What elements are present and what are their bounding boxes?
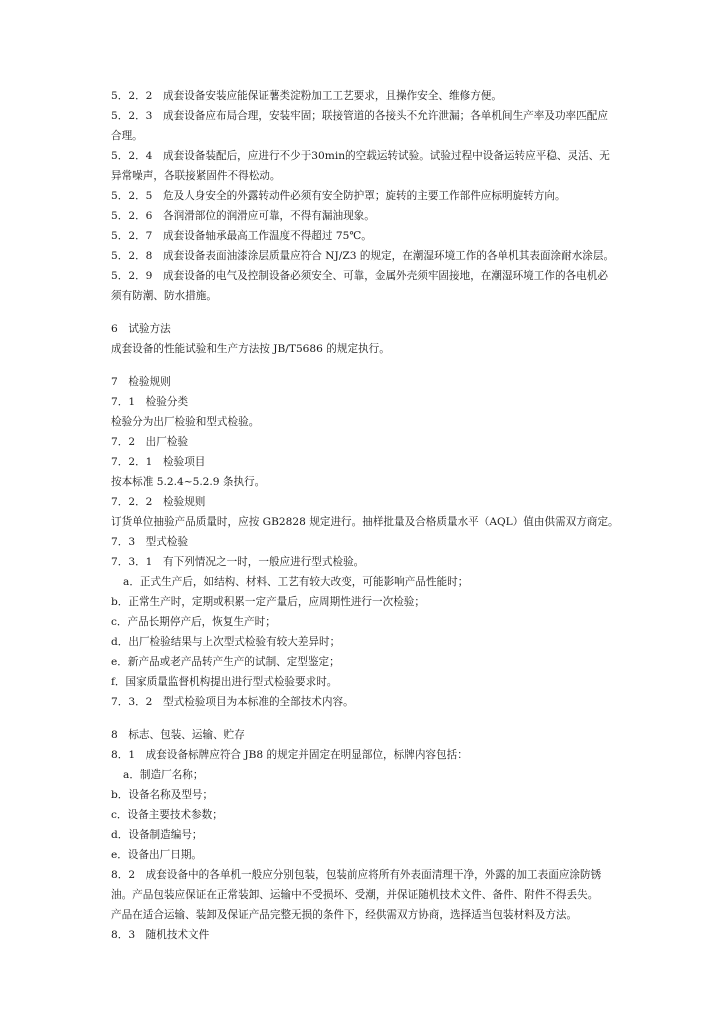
list-item-d: d．出厂检验结果与上次型式检验有较大差异时；: [111, 636, 341, 648]
clause-7-1-text: 检验分为出厂检验和型式检验。: [111, 416, 260, 428]
clause-5-2-4-cont: 异常噪声，各联接紧固件不得松动。: [111, 170, 281, 182]
clause-5-2-8: 5．2．8 成套设备表面油漆涂层质量应符合 NJ/Z3 的规定，在潮湿环境工作的各单机其表面涂耐水涂层。: [111, 250, 615, 262]
clause-5-2-2: 5．2．2 成套设备安装应能保证薯类淀粉加工工艺要求，且操作安全、维修方便。: [111, 90, 502, 102]
nameplate-item-e: e．设备出厂日期。: [111, 849, 203, 861]
clause-7-2-2-heading: 7．2．2 检验规则: [111, 496, 206, 508]
clause-7-2-1-text: 按本标准 5.2.4~5.2.9 条执行。: [111, 476, 266, 488]
clause-5-2-9: 5．2．9 成套设备的电气及控制设备必须安全、可靠，金属外壳须牢固接地，在潮湿环境工作的各电机必: [111, 270, 608, 282]
section-7-heading: 7 检验规则: [111, 376, 171, 388]
clause-7-2-2-text: 订货单位抽验产品质量时，应按 GB2828 规定进行。抽样批量及合格质量水平（AQL）值由供需双方商定。: [111, 516, 619, 528]
nameplate-item-c: c．设备主要技术参数；: [111, 809, 223, 821]
clause-5-2-3: 5．2．3 成套设备应布局合理，安装牢固；联接管道的各接头不允许泄漏；各单机间生产率及功率匹配应: [111, 110, 608, 122]
list-item-c: c．产品长期停产后，恢复生产时；: [111, 616, 276, 628]
clause-7-2-1-heading: 7．2．1 检验项目: [111, 456, 206, 468]
list-item-a: a．正式生产后，如结构、材料、工艺有较大改变，可能影响产品性能时；: [123, 576, 469, 588]
clause-5-2-6: 5．2．6 各润滑部位的润滑应可靠，不得有漏油现象。: [111, 210, 375, 222]
section-6-text: 成套设备的性能试验和生产方法按 JB/T5686 的规定执行。: [111, 343, 390, 355]
nameplate-item-a: a．制造厂名称；: [123, 769, 204, 781]
section-8-heading: 8 标志、包装、运输、贮存: [111, 729, 245, 741]
section-6-heading: 6 试验方法: [111, 323, 171, 335]
clause-8-3-heading: 8．3 随机技术文件: [111, 929, 210, 941]
list-item-b: b．正常生产时，定期或积累一定产量后，应周期性进行一次检验；: [111, 596, 425, 608]
clause-7-3-2: 7．3．2 型式检验项目为本标准的全部技术内容。: [111, 696, 354, 708]
clause-8-1: 8．1 成套设备标牌应符合 JB8 的规定并固定在明显部位，标牌内容包括：: [111, 749, 468, 761]
clause-5-2-7: 5．2．7 成套设备轴承最高工作温度不得超过 75℃。: [111, 230, 372, 242]
clause-8-2: 8．2 成套设备中的各单机一般应分别包装，包装前应将所有外表面清理干净，外露的加工表面应涂防锈: [111, 869, 602, 881]
list-item-e: e．新产品或老产品转产生产的试制、定型鉴定；: [111, 656, 340, 668]
clause-8-2-cont-1: 油。产品包装应保证在正常装卸、运输中不受损坏、受潮，并保证随机技术文件、备件、附件不得丢失。: [111, 889, 599, 901]
clause-5-2-3-cont: 合理。: [111, 130, 143, 142]
clause-5-2-9-cont: 须有防潮、防水措施。: [111, 290, 217, 302]
clause-7-3-heading: 7．3 型式检验: [111, 536, 189, 548]
clause-5-2-5: 5．2．5 危及人身安全的外露转动件必须有安全防护罩；旋转的主要工作部件应标明旋转方向。: [111, 190, 566, 202]
clause-7-1-heading: 7．1 检验分类: [111, 396, 189, 408]
clause-8-2-cont-2: 产品在适合运输、装卸及保证产品完整无损的条件下，经供需双方协商，选择适当包装材料及方法。: [111, 909, 578, 921]
nameplate-item-d: d．设备制造编号；: [111, 829, 203, 841]
clause-5-2-4: 5．2．4 成套设备装配后，应进行不少于30min的空载运转试验。试验过程中设备运转应平稳、灵活、无: [111, 150, 610, 162]
list-item-f: f．国家质量监督机构提出进行型式检验要求时。: [111, 676, 338, 688]
clause-7-2-heading: 7．2 出厂检验: [111, 436, 189, 448]
clause-7-3-1: 7．3．1 有下列情况之一时，一般应进行型式检验。: [111, 556, 365, 568]
nameplate-item-b: b．设备名称及型号；: [111, 789, 214, 801]
